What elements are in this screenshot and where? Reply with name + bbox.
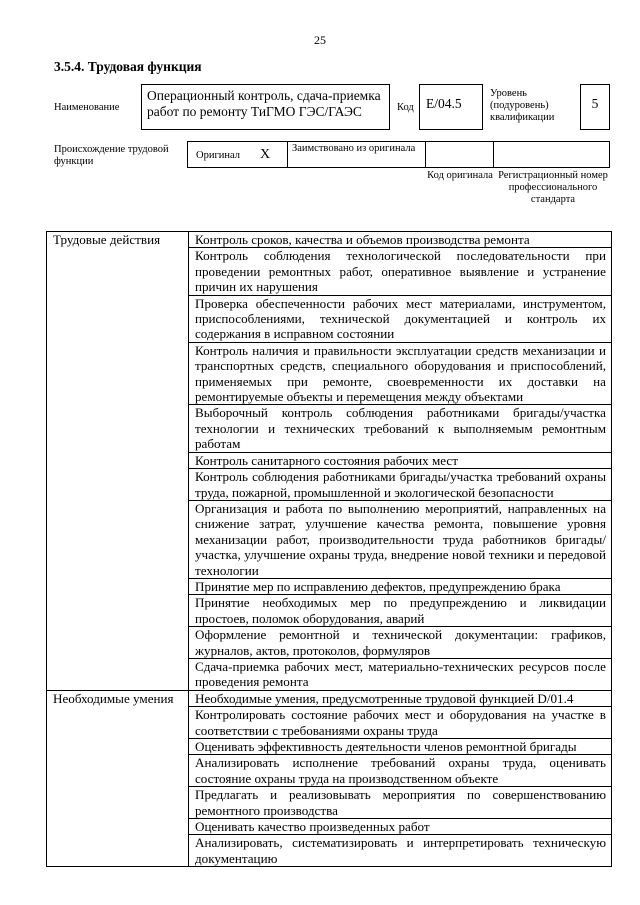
original-mark: X [260, 147, 271, 162]
labor-action-item: Контроль санитарного состояния рабочих мест [189, 452, 612, 468]
origin-row [187, 141, 610, 168]
labor-action-item: Выборочный контроль соблюдения работниками бригады/участка технологии и технических требований к выполняемым ремонтным работам [189, 405, 612, 452]
labor-action-item: Принятие необходимых мер по предупреждению и ликвидации простоев, поломок оборудования, аварий [189, 595, 612, 627]
labor-action-item: Сдача-приемка рабочих мест, материально-технических ресурсов после проведения ремонта [189, 658, 612, 690]
original-label: Оригинал [196, 150, 240, 161]
labor-action-row [47, 232, 612, 248]
labor-action-item: Контроль соблюдения технологической последовательности при проведении ремонтных работ, оперативное выявление и устранение причин их нарушения [189, 248, 612, 295]
labor-action-item: Контроль сроков, качества и объемов производства ремонта [189, 232, 612, 248]
function-name-box [141, 84, 390, 130]
labor-action-group-label: Трудовые действия [47, 232, 189, 691]
required-skill-item: Контролировать состояние рабочих мест и оборудования на участке в соответствии с требованиями охраны труда [189, 707, 612, 739]
required-skill-item: Оценивать эффективность деятельности членов ремонтной бригады [189, 739, 612, 755]
code-label: Код [397, 102, 414, 113]
code-box [419, 84, 483, 130]
level-box [580, 84, 610, 130]
required-skill-item: Необходимые умения, предусмотренные трудовой функцией D/01.4 [189, 690, 612, 706]
section-title: 3.5.4. Трудовая функция [54, 59, 202, 74]
required-skill-group-label: Необходимые умения [47, 690, 189, 866]
required-skill-item: Оценивать качество произведенных работ [189, 819, 612, 835]
page-number: 25 [314, 33, 326, 47]
code-original-label: Код оригинала [427, 170, 493, 181]
labor-action-item: Проверка обеспеченности рабочих мест материалами, инструментом, приспособлениями, технической документацией и контроль их содержания в исправном состоянии [189, 295, 612, 342]
reg-number-label: Регистрационный номер профессионального стандарта [498, 170, 608, 205]
required-skill-row [47, 690, 612, 706]
labor-action-item: Организация и работа по выполнению мероприятий, направленных на снижение затрат, улучшение качества ремонта, повышение уровня механизации работ, производительности труда работников бригады/участка, улучшение охраны труда, внедрение новой техники и передовой технологии [189, 500, 612, 578]
labor-action-item: Оформление ремонтной и технической документации: графиков, журналов, актов, протоколов, формуляров [189, 627, 612, 659]
code-value: E/04.5 [426, 96, 462, 111]
labor-action-item: Контроль соблюдения работниками бригады/участка требований охраны труда, пожарной, промышленной и экологической безопасности [189, 469, 612, 501]
name-label: Наименование [54, 102, 120, 113]
origin-borrowed-cell [288, 142, 426, 167]
code-original-cell [426, 142, 494, 167]
origin-label: Происхождение трудовой функции [54, 144, 169, 167]
function-name-value: Операционный контроль, сдача-приемка работ по ремонту ТиГМО ГЭС/ГАЭС [147, 88, 381, 119]
level-value: 5 [591, 96, 599, 111]
level-label: Уровень (подуровень) квалификации [490, 88, 555, 123]
required-skill-item: Анализировать, систематизировать и интерпретировать техническую документацию [189, 835, 612, 867]
required-skill-item: Анализировать исполнение требований охраны труда, оценивать состояние охраны труда на производственном объекте [189, 755, 612, 787]
labor-action-item: Контроль наличия и правильности эксплуатации средств механизации и транспортных средств, специального оборудования и приспособлений, применяемых при ремонте, своевременности их доставки на ремонтируемые объекты и перемещения между объектами [189, 342, 612, 405]
function-details-table [46, 231, 612, 867]
borrowed-label: Заимствовано из оригинала [292, 143, 416, 154]
required-skill-item: Предлагать и реализовывать мероприятия по совершенствованию ремонтного производства [189, 787, 612, 819]
origin-original-cell [188, 142, 288, 167]
reg-number-cell [494, 142, 609, 167]
labor-action-item: Принятие мер по исправлению дефектов, предупреждению брака [189, 578, 612, 594]
